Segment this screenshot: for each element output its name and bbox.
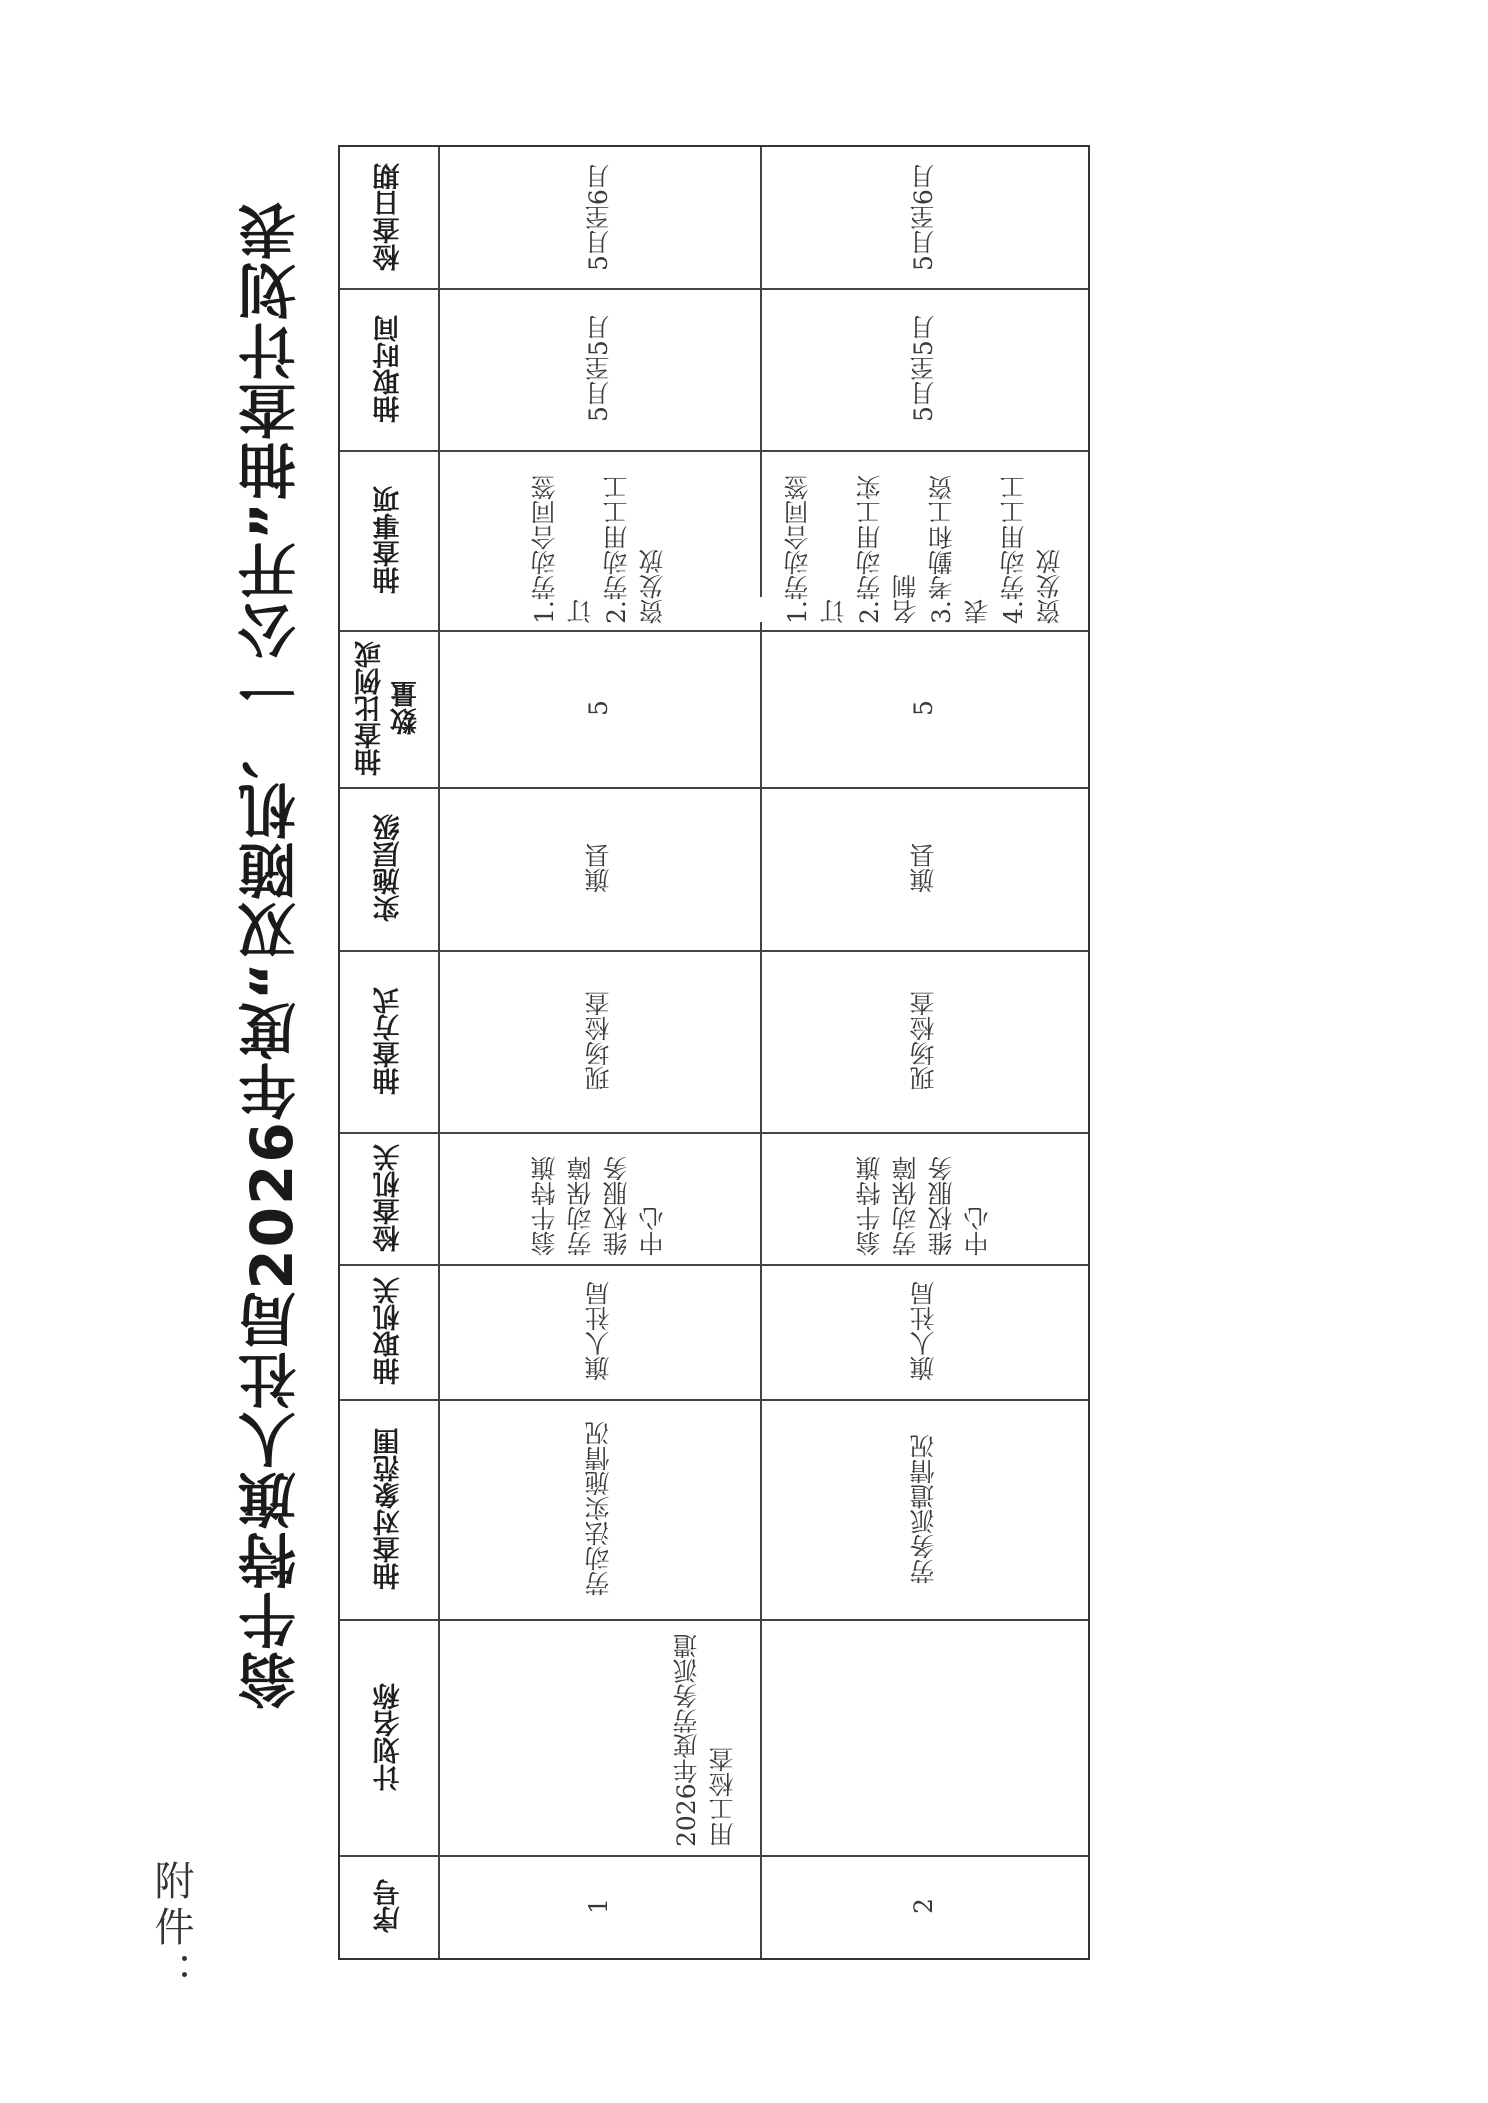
header-select-time: 抽取时间 [373, 315, 405, 423]
header-seq: 序号 [373, 1879, 405, 1934]
header-check-date: 检查日期 [373, 163, 405, 272]
row1-items: 1.劳动合同签订 2.劳动用工工资发放 [530, 475, 667, 624]
row2-check-org: 翁牛特旗劳动保障维权服务中心 [855, 1156, 992, 1256]
row1-level: 旗县 [584, 843, 613, 894]
row1-ratio: 5 [584, 700, 613, 717]
header-method: 抽查方式 [373, 987, 405, 1095]
header-plan-name: 计划名称 [373, 1683, 405, 1791]
plan-name-cell: 2026年度劳务派遣用工检查 [672, 1633, 737, 1847]
header-items: 抽查事项 [373, 486, 405, 594]
row1-select-time: 5月至5月 [584, 315, 613, 423]
row2-seq: 2 [909, 1898, 938, 1915]
row2-level: 旗县 [909, 843, 938, 894]
row2-select-org: 旗人社局 [909, 1281, 938, 1382]
row1-check-date: 5月至6月 [584, 164, 613, 271]
header-scope: 抽查对象范围 [373, 1428, 405, 1590]
row2-check-date: 5月至6月 [909, 164, 938, 271]
header-check-org: 检查机关 [373, 1144, 405, 1252]
row1-method: 现场检查 [584, 991, 613, 1091]
row2-select-time: 5月至5月 [909, 315, 938, 423]
page-title: 翁牛特旗人社局2026年度“双随机、一公开”抽查计划表 [238, 200, 306, 1710]
row2-scope: 劳务派遣情况 [909, 1434, 938, 1584]
row1-seq: 1 [584, 1898, 613, 1915]
attachment-label: 附件： [148, 1860, 194, 1998]
row2-method: 现场检查 [909, 991, 938, 1091]
inspection-plan-table [338, 145, 1090, 1960]
header-select-org: 抽取机关 [373, 1277, 405, 1386]
row1-scope: 劳动法实施情况 [584, 1421, 613, 1597]
row1-check-org: 翁牛特旗劳动保障维权服务中心 [530, 1156, 667, 1256]
row1-select-org: 旗人社局 [584, 1281, 613, 1382]
row2-ratio: 5 [909, 700, 938, 717]
header-level: 实施层级 [373, 814, 405, 923]
header-ratio: 抽查比例或数量 [355, 641, 422, 776]
row2-items: 1.劳动合同签订 2.劳动用工实名制 3.考勤和工资表 4.劳动用工工资发放 [783, 475, 1064, 624]
